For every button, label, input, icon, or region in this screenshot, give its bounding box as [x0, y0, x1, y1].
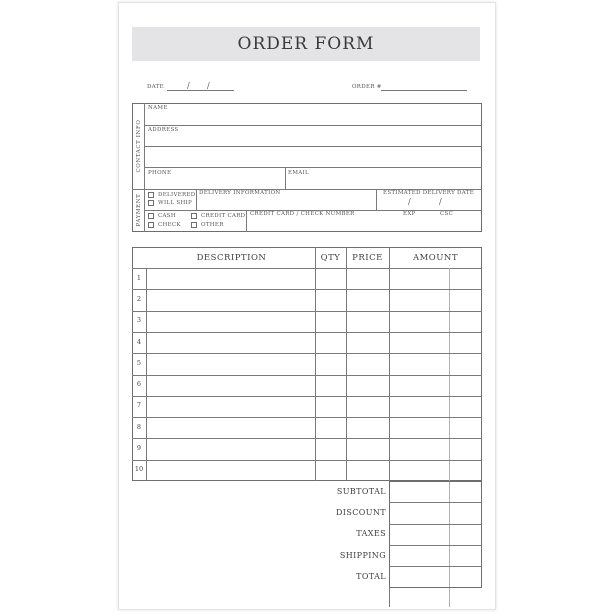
table-row[interactable]	[146, 289, 482, 310]
cash-label: CASH	[158, 213, 176, 219]
totals-field-shipping[interactable]	[390, 545, 481, 566]
row-number: 1	[136, 274, 142, 282]
row-number: 4	[136, 338, 142, 346]
credit-card-label: CREDIT CARD	[201, 213, 246, 219]
estimated-date-divider	[376, 189, 377, 210]
phone-label: PHONE	[148, 170, 172, 176]
totals-label-discount: DISCOUNT	[335, 508, 386, 517]
table-row[interactable]	[146, 438, 482, 459]
table-row[interactable]	[146, 417, 482, 438]
row-number: 8	[136, 423, 142, 431]
totals-field-subtotal[interactable]	[390, 481, 481, 502]
qty-header: QTY	[320, 253, 341, 263]
will-ship-label: WILL SHIP	[158, 200, 193, 206]
row-number: 9	[136, 444, 142, 452]
est-date-slash-2: /	[439, 197, 442, 206]
totals-label-subtotal: SUBTOTAL	[336, 487, 386, 496]
row-number: 2	[136, 295, 142, 303]
will-ship-checkbox[interactable]	[148, 200, 154, 206]
csc-label: CSC	[440, 211, 454, 217]
totals-label-shipping: SHIPPING	[339, 551, 386, 560]
payment-section-label: PAYMENT	[136, 193, 142, 227]
other-checkbox[interactable]	[191, 222, 197, 228]
estimated-delivery-date-label: ESTIMATED DELIVERY DATE	[383, 190, 475, 196]
check-checkbox[interactable]	[148, 222, 154, 228]
address-label: ADDRESS	[148, 127, 179, 133]
contact-info-section-label: CONTACT INFO	[136, 119, 142, 173]
row-number: 5	[136, 359, 142, 367]
delivered-label: DELIVERED	[158, 192, 196, 198]
delivery-information-label: DELIVERY INFORMATION	[199, 190, 281, 196]
row-number: 7	[136, 401, 142, 409]
phone-email-divider	[285, 167, 286, 189]
form-title: ORDER FORM	[237, 34, 375, 54]
table-row[interactable]	[146, 396, 482, 417]
totals-field-taxes[interactable]	[390, 524, 481, 545]
cc-number-divider	[246, 210, 247, 232]
est-date-slash-1: /	[408, 197, 411, 206]
table-row[interactable]	[146, 311, 482, 332]
totals-label-total: TOTAL	[356, 572, 386, 581]
date-label: DATE	[147, 84, 164, 90]
title-band	[132, 27, 480, 61]
table-row[interactable]	[146, 332, 482, 353]
totals-field-discount[interactable]	[390, 502, 481, 523]
totals-field-total[interactable]	[390, 566, 481, 587]
date-slash-2: /	[207, 81, 210, 90]
totals-label-taxes: TAXES	[356, 529, 386, 538]
name-label: NAME	[148, 105, 168, 111]
order-number-line[interactable]	[381, 90, 467, 91]
amount-header: AMOUNT	[412, 253, 459, 263]
cash-checkbox[interactable]	[148, 213, 154, 219]
table-row[interactable]	[146, 353, 482, 374]
table-row[interactable]	[146, 375, 482, 396]
other-label: OTHER	[201, 222, 224, 228]
address-line-2[interactable]	[144, 167, 482, 168]
credit-card-check-number-label: CREDIT CARD / CHECK NUMBER	[250, 211, 355, 217]
email-label: EMAIL	[288, 170, 309, 176]
table-row[interactable]	[146, 268, 482, 289]
table-row[interactable]	[146, 460, 482, 481]
delivery-divider	[196, 189, 197, 210]
address-line-1[interactable]	[144, 146, 482, 147]
price-header: PRICE	[352, 253, 383, 263]
date-slash-1: /	[187, 81, 190, 90]
date-line[interactable]	[167, 90, 234, 91]
order-number-label: ORDER #	[352, 84, 382, 90]
name-field-line[interactable]	[144, 125, 482, 126]
delivered-checkbox[interactable]	[148, 192, 154, 198]
row-number: 3	[136, 316, 142, 324]
description-header: DESCRIPTION	[196, 253, 267, 263]
check-label: CHECK	[158, 222, 181, 228]
exp-label: EXP	[403, 211, 416, 217]
row-number: 6	[136, 380, 142, 388]
credit-card-checkbox[interactable]	[191, 213, 197, 219]
row-number: 10	[134, 465, 144, 473]
